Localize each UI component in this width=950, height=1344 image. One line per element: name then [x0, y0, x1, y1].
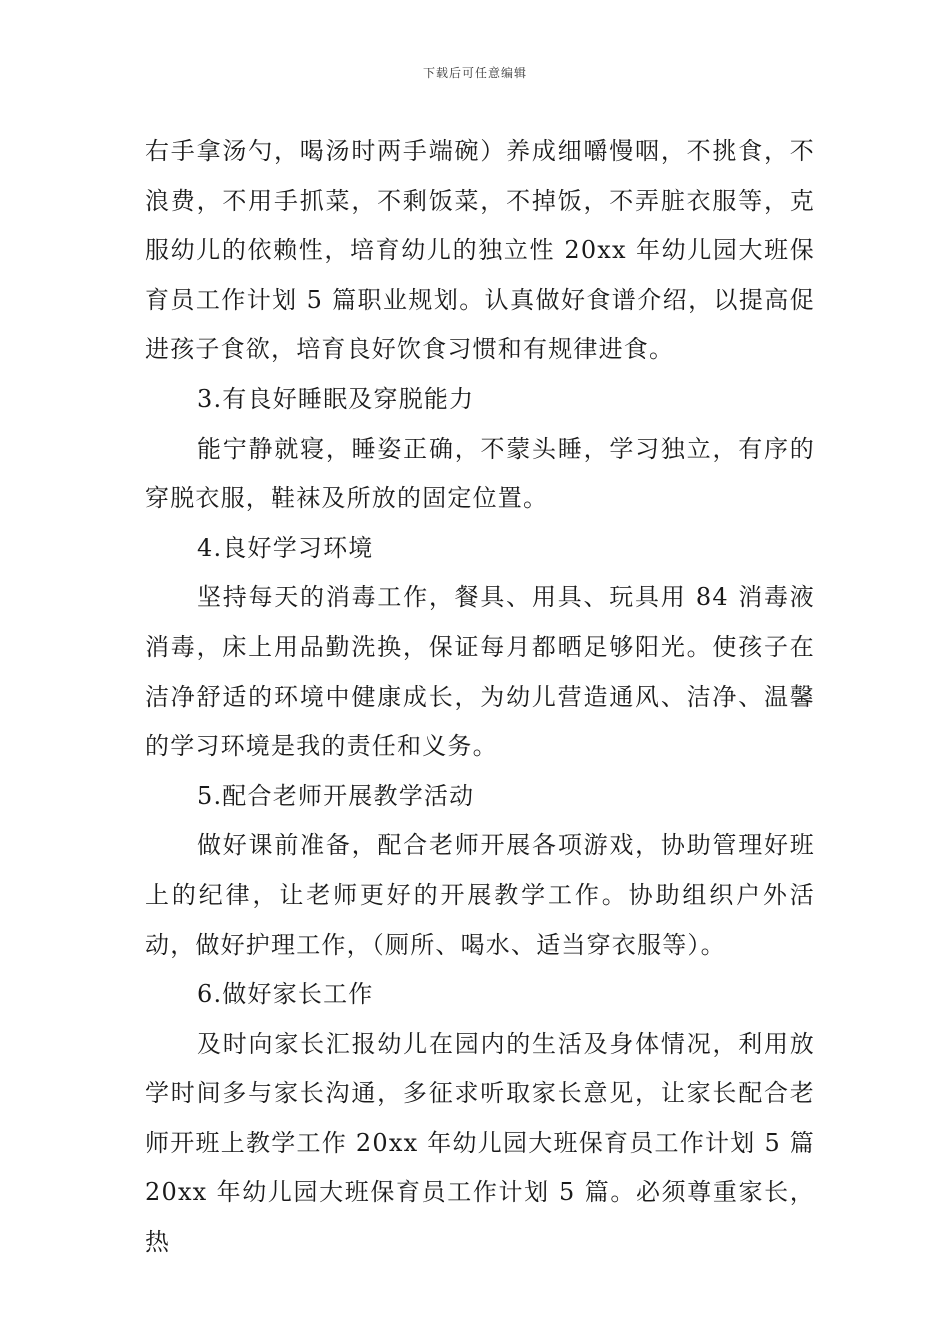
- paragraph-teaching: 做好课前准备，配合老师开展各项游戏，协助管理好班上的纪律，让老师更好的开展教学工作。协助组织户外活动，做好护理工作，（厕所、喝水、适当穿衣服等）。: [145, 831, 815, 959]
- section-heading-teaching: 5.配合老师开展教学活动: [197, 781, 475, 810]
- paragraph-environment: 坚持每天的消毒工作，餐具、用具、玩具用 84 消毒液消毒，床上用品勤洗换，保证每月都晒足够阳光。使孩子在洁净舒适的环境中健康成长，为幼儿营造通风、洁净、温馨的学习环境是我的责任和义务。: [145, 583, 815, 761]
- paragraph-parents: 及时向家长汇报幼儿在园内的生活及身体情况，利用放学时间多与家长沟通，多征求听取家长意见，让家长配合老师开班上教学工作 20xx 年幼儿园大班保育员工作计划 5 篇 20xx 年幼儿园大班保育员工作计划 5 篇。必须尊重家长，热: [145, 1029, 815, 1257]
- section-heading-parents: 6.做好家长工作: [197, 980, 374, 1009]
- paragraph-continuation: 右手拿汤勺，喝汤时两手端碗）养成细嚼慢咽，不挑食，不浪费，不用手抓菜，不剩饭菜，不掉饭，不弄脏衣服等，克服幼儿的依赖性，培育幼儿的独立性 20xx 年幼儿园大班保育员工作计划 5 篇职业规划。认真做好食谱介绍，以提高促进孩子食欲，培育良好饮食习惯和有规律进食。: [145, 137, 815, 364]
- document-body: [145, 127, 815, 1268]
- paragraph-sleep: 能宁静就寝，睡姿正确，不蒙头睡，学习独立，有序的穿脱衣服，鞋袜及所放的固定位置。: [145, 434, 815, 513]
- section-heading-sleep: 3.有良好睡眠及穿脱能力: [197, 384, 475, 413]
- page-header: 下载后可任意编辑: [422, 66, 527, 80]
- section-heading-environment: 4.良好学习环境: [197, 533, 374, 562]
